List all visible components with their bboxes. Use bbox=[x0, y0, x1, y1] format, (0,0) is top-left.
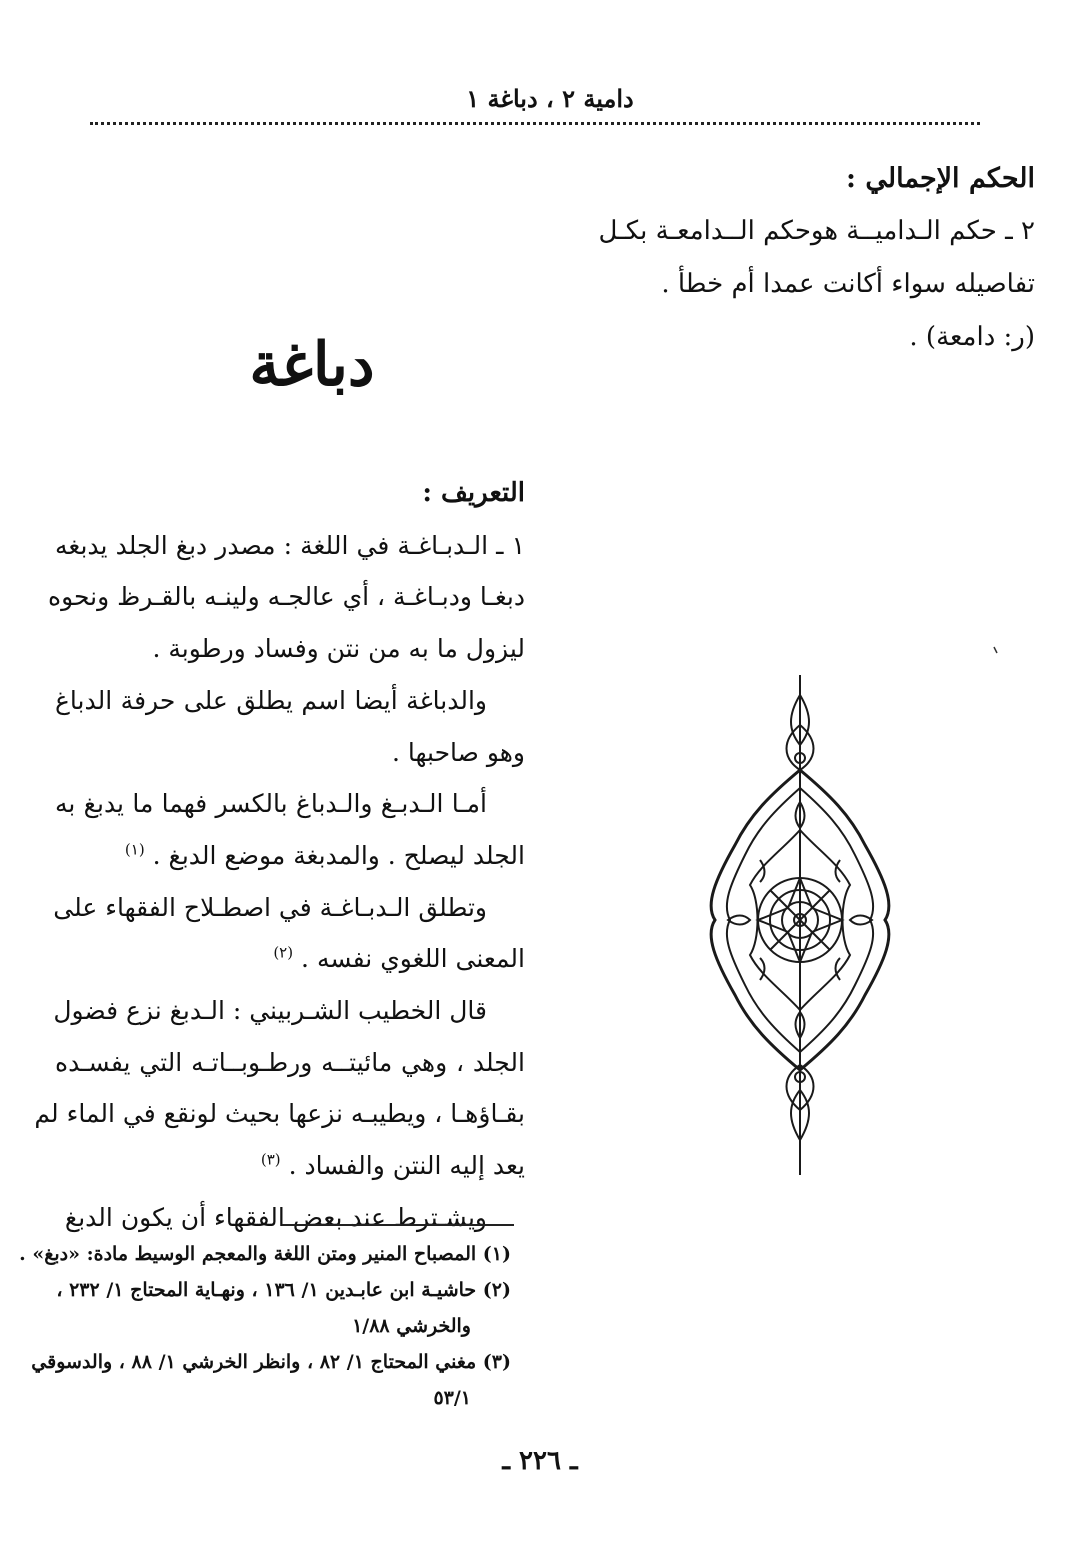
footnote-continuation: ٥٣/١ bbox=[433, 1387, 471, 1409]
header-dotted-rule bbox=[90, 122, 980, 125]
footnote-ref[interactable]: (١) bbox=[124, 840, 145, 859]
body-line: والدباغة أيضا اسم يطلق على حرفة الدباغ bbox=[55, 685, 487, 715]
previous-entry-continuation bbox=[395, 152, 1035, 364]
footnote-ref[interactable]: (٣) bbox=[260, 1150, 281, 1169]
body-line: الجلد ، وهي مائيتــه ورطـوبــاتـه التي يفسـده bbox=[55, 1047, 525, 1077]
body-line-text: المعنى اللغوي نفسه . bbox=[301, 944, 525, 974]
previous-entry-subheading: الحكم الإجمالي : bbox=[846, 163, 1035, 194]
body-line: ويشـترط عند بعض الفقهاء أن يكون الدبغ bbox=[64, 1202, 487, 1232]
footnote-ref[interactable]: (٢) bbox=[273, 944, 294, 962]
previous-entry-line: ٢ ـ حكم الـداميــة هوحكم الــدامعـة بكـل bbox=[598, 216, 1035, 246]
definition-subheading: التعريف : bbox=[422, 478, 525, 508]
ornament-drawing bbox=[711, 675, 889, 1175]
page-number: ـ ٢٢٦ ـ bbox=[502, 1446, 578, 1476]
body-line: وتطلق الـدبـاغـة في اصطـلاح الفقهاء على bbox=[53, 892, 487, 922]
footnote: (٢) حاشيـة ابن عابـدين ١/ ١٣٦ ، ونهـاية المحتاج ١/ ٢٣٢ ، bbox=[56, 1279, 511, 1301]
body-line: بقـاؤهـا ، ويطيبـه نزعها بحيث لونقع في الماء لم bbox=[34, 1099, 525, 1129]
body-line-with-ref bbox=[55, 1140, 525, 1192]
body-line-text: يعد إليه النتن والفساد . bbox=[288, 1151, 525, 1181]
entry-title: دباغة bbox=[249, 330, 375, 400]
body-line: ١ ـ الـدبـاغـة في اللغة : مصدر دبغ الجلد يدبغه bbox=[55, 530, 525, 560]
stray-ink-mark bbox=[993, 646, 999, 654]
entry-body bbox=[34, 468, 525, 1244]
footnotes bbox=[19, 1236, 511, 1416]
body-line: أمـا الـدبـغ والـدباغ بالكسر فهما ما يدبغ به bbox=[55, 789, 487, 819]
body-line: وهو صاحبها . bbox=[392, 737, 525, 767]
body-line-with-ref bbox=[55, 933, 525, 985]
body-line: دبغـا ودبـاغـة ، أي عالجـه ولينـه بالقـرظ ونحوه bbox=[48, 582, 525, 612]
footnote-continuation: والخرشي ١/٨٨ bbox=[352, 1315, 471, 1337]
footnote: (١) المصباح المنير ومتن اللغة والمعجم الوسيط مادة: «دبغ» . bbox=[19, 1243, 511, 1265]
footnote: (٣) مغني المحتاج ١/ ٨٢ ، وانظر الخرشي ١/ ٨٨ ، والدسوقي bbox=[31, 1351, 511, 1373]
previous-entry-line: (ر: دامعة) . bbox=[909, 322, 1035, 352]
body-line-text: الجلد ليصلح . والمدبغة موضع الدبغ . bbox=[152, 840, 525, 870]
body-line-with-ref bbox=[55, 830, 525, 882]
previous-entry-line: تفاصيله سواء أكانت عمدا أم خطأ . bbox=[661, 269, 1035, 299]
arabesque-medallion-ornament-icon bbox=[700, 670, 900, 1180]
body-line: قال الخطيب الشـربيني : الـدبغ نزع فضول bbox=[53, 996, 487, 1026]
body-line: ليزول ما به من نتن وفساد ورطوبة . bbox=[152, 634, 525, 664]
running-head: دامية ٢ ، دباغة ١ bbox=[466, 84, 634, 113]
footnote-separator bbox=[282, 1224, 514, 1226]
